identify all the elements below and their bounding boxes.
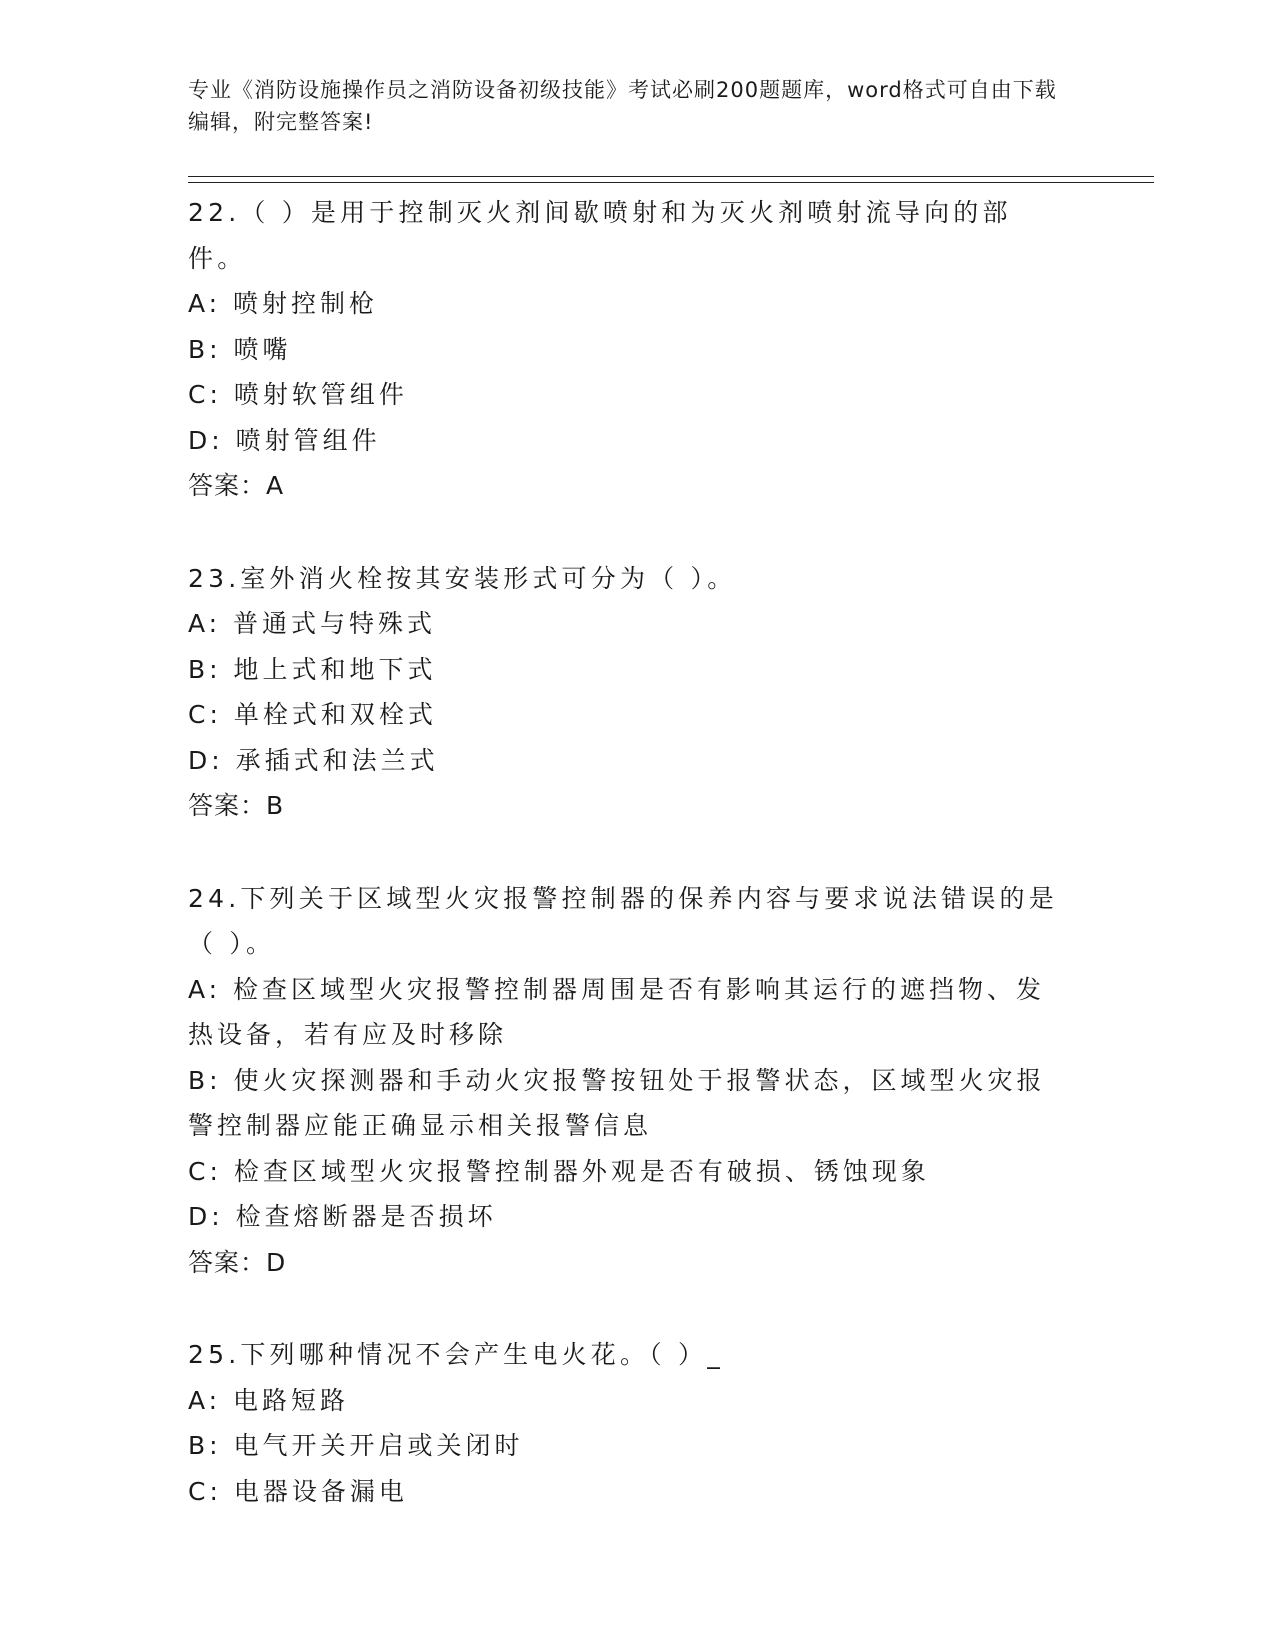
- option-c: C: 单栓式和双栓式: [188, 700, 437, 729]
- option-d: D: 喷射管组件: [188, 425, 381, 455]
- question-stem: 24.下列关于区域型火灾报警控制器的保养内容与要求说法错误的是（ ）。: [188, 883, 1058, 958]
- option-b: B: 地上式和地下式: [188, 654, 437, 684]
- option-b: B: 使火灾探测器和手动火灾报警按钮处于报警状态，区域型火灾报警控制器应能正确显示相关报警信息: [188, 1065, 1046, 1140]
- question-24: [188, 876, 1068, 1286]
- option-a: A: 电路短路: [188, 1385, 350, 1415]
- option-d: D: 检查熔断器是否损坏: [188, 1202, 497, 1231]
- option-b: B: 电气开关开启或关闭时: [188, 1431, 524, 1460]
- option-c: C: 检查区域型火灾报警控制器外观是否有破损、锈蚀现象: [188, 1156, 930, 1186]
- document-header: 专业《消防设施操作员之消防设备初级技能》考试必刷200题题库，word格式可自由下载编辑，附完整答案!: [188, 78, 1057, 134]
- option-c: C: 喷射软管组件: [188, 380, 408, 409]
- option-a: A: 喷射控制枪: [188, 289, 379, 318]
- header-divider: [188, 176, 1154, 183]
- option-b: B: 喷嘴: [188, 334, 292, 364]
- option-d: D: 承插式和法兰式: [188, 745, 439, 775]
- option-a: A: 检查区域型火灾报警控制器周围是否有影响其运行的遮挡物、发热设备，若有应及时移除: [188, 974, 1046, 1049]
- answer: 答案：A: [188, 471, 285, 500]
- question-25: [188, 1332, 1068, 1514]
- answer: 答案：B: [188, 791, 285, 820]
- question-stem: 23.室外消火栓按其安装形式可分为（ ）。: [188, 563, 737, 593]
- question-23: [188, 556, 1068, 829]
- question-stem: 25.下列哪种情况不会产生电火花。（ ）_: [188, 1340, 724, 1369]
- answer: 答案：D: [188, 1247, 287, 1277]
- question-list: [188, 190, 1068, 1561]
- question-stem: 22.（ ）是用于控制灭火剂间歇喷射和为灭火剂喷射流导向的部件。: [188, 198, 1012, 273]
- option-a: A: 普通式与特殊式: [188, 609, 437, 638]
- question-22: [188, 190, 1068, 509]
- option-c: C: 电器设备漏电: [188, 1476, 408, 1506]
